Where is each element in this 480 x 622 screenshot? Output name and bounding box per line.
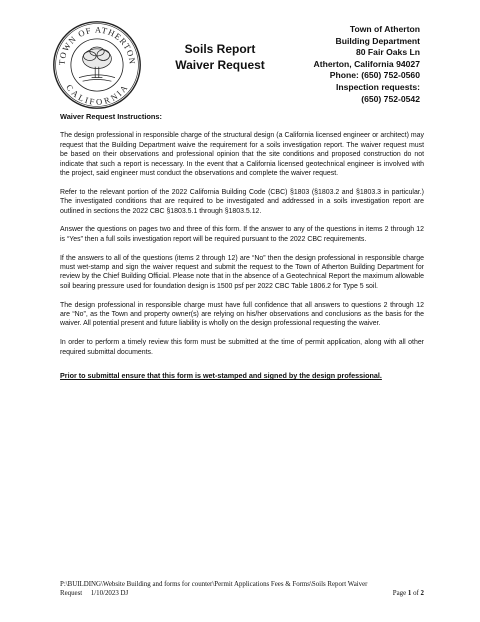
instruction-paragraph: Answer the questions on pages two and three of this form. If the answer to any of the questions in items 2 through 12 is “Yes” then a full soils investigation report will be required pursuant to the 2022 CBC requirements.	[60, 226, 424, 243]
instructions-section	[60, 112, 424, 390]
document-title	[150, 41, 290, 73]
inspection-phone: (650) 752-0542	[361, 93, 420, 104]
instruction-paragraph: In order to perform a timely review this form must be submitted at the time of permit application, along with all other required submittal documents.	[60, 339, 424, 356]
page-footer	[60, 580, 424, 598]
address-line: Atherton, California 94027	[313, 58, 420, 69]
inspection-label: Inspection requests:	[335, 81, 420, 92]
title-line-2: Waiver Request	[175, 58, 265, 72]
instruction-paragraph: The design professional in responsible charge of the structural design (a California licensed engineer or architect) may request that the Building Department waive the requirement for a soils investigation report. The waiver request must be based on their observations and professional opinion that the site conditions and proposed construction do not indicate that such a report is necessary. In the event that a California licensed geotechnical engineer is involved with the project, said engineer must conduct the observations and complete the waiver request.	[60, 132, 424, 178]
phone-line: Phone: (650) 752-0560	[329, 70, 420, 81]
footer-file-path: P:\BUILDING\Website Building and forms for counter\Permit Applications Fees & Forms\Soils Report Waiver	[60, 581, 368, 588]
page-number: Page 1 of 2	[392, 590, 424, 597]
svg-text:CALIFORNIA	[64, 82, 130, 106]
department-address-block	[314, 24, 421, 105]
instructions-heading: Waiver Request Instructions:	[60, 112, 162, 121]
address-line: 80 Fair Oaks Ln	[355, 47, 420, 58]
seal-tree-emblem	[79, 47, 115, 81]
instruction-paragraph: The design professional in responsible charge must have full confidence that all answers to questions 2 through 12 are “No”, as the Town and property owner(s) are relying on his/her observations and conclusions as the basis for the waiver. All potential present and future liability is wholly on the design professional requesting the waiver.	[60, 301, 424, 328]
seal-bottom-text: CALIFORNIA	[64, 82, 130, 107]
footer-doc-date: Request 1/10/2023 DJ	[60, 590, 129, 597]
address-line: Town of Atherton	[349, 24, 420, 34]
instruction-paragraph: If the answers to all of the questions (items 2 through 12) are “No” then the design professional in responsible charge must wet-stamp and sign the waiver request and submit the request to the Town of Atherton Building Department for review by the Chief Building Official. Please note that in the absence of a Geotechnical Report the maximum allowable soil bearing pressure used for foundation design is 1500 psf per 2022 CBC Table 1806.2 for Type 5 soil.	[60, 254, 424, 290]
instruction-paragraph: Refer to the relevant portion of the 2022 California Building Code (CBC) §1803 (§1803.2 and §1803.3 in particular.) The investigated conditions that are required to be investigated and addressed in a soils investigation report are outlined in sections the 2022 CBC §1803.5.1 through §1803.5.12.	[60, 188, 424, 215]
wet-stamp-notice: Prior to submittal ensure that this form is wet-stamped and signed by the design professional.	[60, 371, 382, 381]
title-line-1: Soils Report	[184, 42, 256, 56]
seal-top-text: TOWN OF ATHERTON	[56, 24, 138, 66]
address-line: Building Department	[335, 35, 420, 46]
town-seal-logo	[52, 20, 142, 110]
